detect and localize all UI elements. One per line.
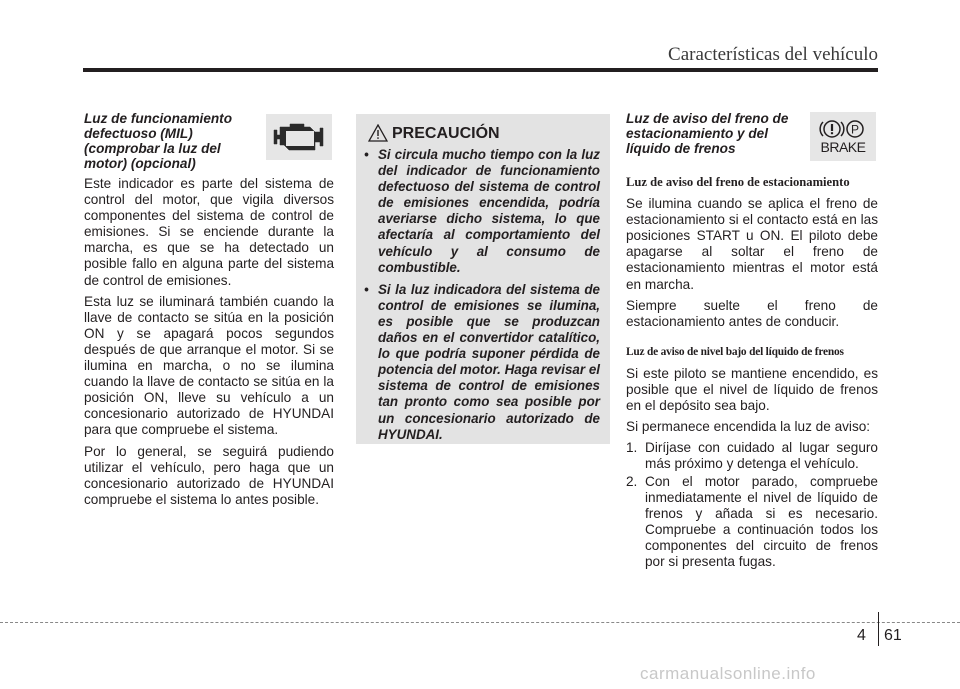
brake-icon-label: BRAKE xyxy=(820,139,866,155)
brake-steps xyxy=(626,440,878,570)
caution-title: PRECAUCIÓN xyxy=(392,125,500,142)
step-text: Con el motor parado, compruebe inmediatamente el nivel de líquido de frenos y añada si es necesario. Compruebe a continuación todos los componentes del circuito de frenos por si presenta fugas. xyxy=(645,473,878,569)
mil-heading-line: defectuoso (MIL) xyxy=(84,126,193,141)
caution-list xyxy=(364,147,600,449)
left-column xyxy=(84,111,334,513)
svg-text:P: P xyxy=(850,122,860,137)
brake-paragraph: Siempre suelte el freno de estacionamiento antes de conducir. xyxy=(626,297,878,329)
step-number: 2. xyxy=(626,473,638,489)
parking-brake-subheading: Luz de aviso del freno de estacionamiento xyxy=(626,175,850,189)
right-column xyxy=(626,111,878,571)
brake-paragraph: Si este piloto se mantiene encendido, es posible que el nivel de líquido de frenos en el depósito sea bajo. xyxy=(626,365,878,414)
brake-warning-icon xyxy=(810,112,876,161)
caution-text: Si circula mucho tiempo con la luz del indicador de funcionamiento defectuoso del sistema de control de emisiones encendida, podría averiarse dicho sistema, lo que afectaría al comportamiento del vehículo y al consumo de combustible. xyxy=(378,147,600,275)
warning-triangle-icon xyxy=(368,124,388,142)
brake-heading xyxy=(626,111,806,156)
bullet-icon: • xyxy=(364,147,369,162)
header-rule xyxy=(83,68,878,72)
caution-item xyxy=(364,147,600,276)
footer-divider xyxy=(878,612,879,646)
step-item xyxy=(626,440,878,472)
fluid-level-subheading: Luz de aviso de nivel bajo del líquido de frenos xyxy=(626,345,844,358)
mil-heading-line: (comprobar la luz del xyxy=(84,141,221,156)
mil-heading xyxy=(84,111,254,171)
brake-paragraph: Si permanece encendida la luz de aviso: xyxy=(626,419,871,435)
mil-heading-line: motor) (opcional) xyxy=(84,156,196,171)
brake-heading-line: estacionamiento y del xyxy=(626,126,769,141)
step-text: Diríjase con cuidado al lugar seguro más próximo y detenga el vehículo. xyxy=(645,440,878,472)
bullet-icon: • xyxy=(364,281,369,297)
check-engine-icon xyxy=(266,114,332,160)
brake-heading-line: Luz de aviso del freno de xyxy=(626,111,789,126)
step-item xyxy=(626,474,878,571)
step-number: 1. xyxy=(626,440,638,456)
caution-box xyxy=(356,114,610,444)
caution-text: Si la luz indicadora del sistema de control de emisiones se ilumina, es posible que se produzcan daños en el convertidor catalítico, lo que podría suponer pérdida de potencia del motor. Haga revisar el sistema de control de emisiones tan pronto como sea posible por un concesionario autorizado de HYUNDAI. xyxy=(378,281,600,442)
watermark: carmanualsonline.info xyxy=(640,664,816,683)
footer-rule xyxy=(0,622,960,623)
page-number: 61 xyxy=(884,627,902,644)
caution-item xyxy=(364,282,600,443)
section-title: Características del vehículo xyxy=(668,44,878,65)
mil-paragraph: Por lo general, se seguirá pudiendo utilizar el vehículo, pero haga que un concesionario autorizado de HYUNDAI compruebe el sistema lo antes posible. xyxy=(84,443,334,507)
brake-heading-line: líquido de frenos xyxy=(626,141,736,156)
mil-paragraph: Este indicador es parte del sistema de control del motor, que vigila diversos componentes del sistema de control de emisiones. Si se enciende durante la marcha, es que se ha detectado un posible fallo en alguna parte del sistema de control de emisiones. xyxy=(84,176,334,288)
brake-paragraph: Se ilumina cuando se aplica el freno de estacionamiento si el contacto está en las posiciones START u ON. El piloto debe apagarse al soltar el freno de estacionamiento mientras el motor está en marcha. xyxy=(626,196,878,292)
mil-heading-line: Luz de funcionamiento xyxy=(84,111,233,126)
chapter-number: 4 xyxy=(857,627,866,644)
mil-paragraph: Esta luz se iluminará también cuando la llave de contacto se sitúa en la posición ON y se apagará pocos segundos después de que arranque el motor. Si se ilumina en marcha, o no se ilumina cuando la llave de contacto se sitúa en la posición ON, lleve su vehículo a un concesionario autorizado de HYUNDAI para que compruebe el sistema. xyxy=(84,293,334,438)
